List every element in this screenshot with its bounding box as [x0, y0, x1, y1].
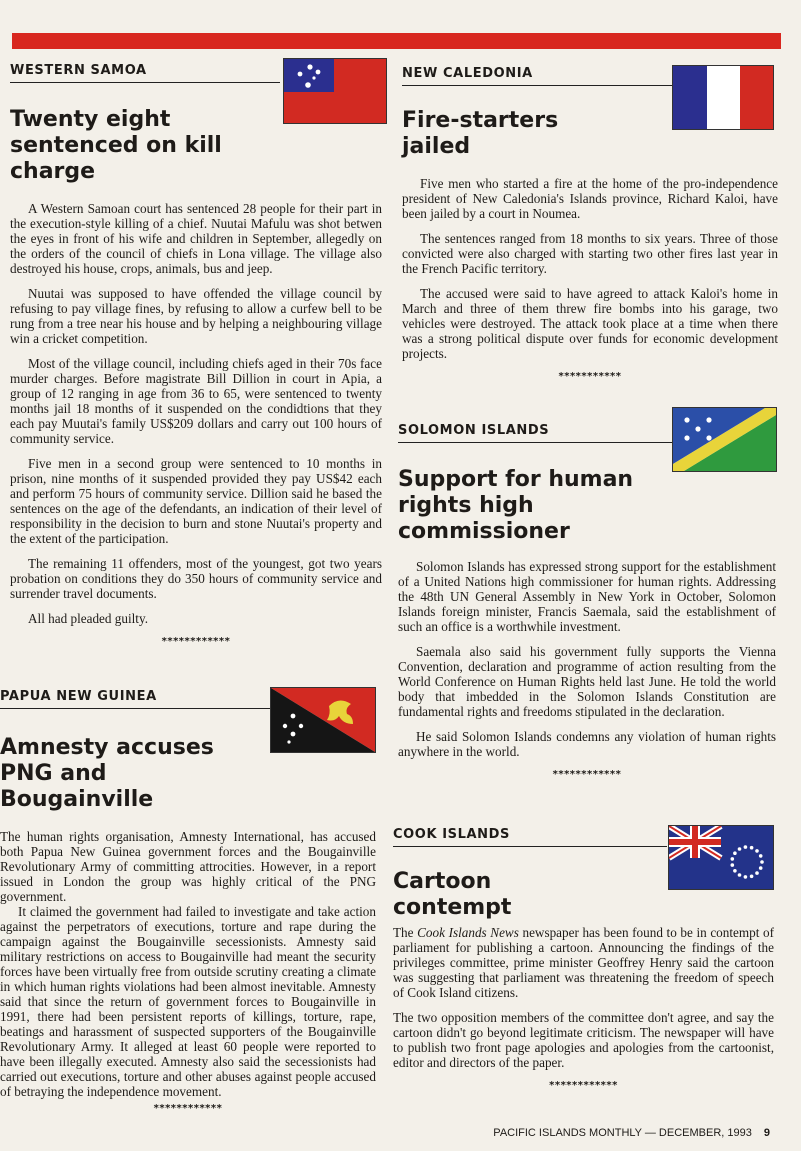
flag-star: [744, 845, 748, 849]
section-divider: [10, 82, 280, 83]
section-divider: [393, 846, 667, 847]
paragraph: The sentences ranged from 18 months to six years. Three of those convicted were also charged with starting two other fires last year in the French Pacific territory.: [402, 231, 778, 276]
flag-star: [750, 846, 754, 850]
article-body: [402, 176, 778, 361]
separator-stars: ************: [153, 1103, 223, 1114]
paragraph: Saemala also said his government fully supports the Vienna Convention, declaration and programme of action resulting from the World Conference on Human Rights held last June. He told the world body that imbedded in the Solomon Islands Constitution are fundamental rights and freedoms stipulated in the declaration.: [398, 644, 776, 719]
samoa-section: [10, 63, 382, 647]
page-number: 9: [763, 1127, 770, 1139]
section-label: COOK ISLANDS: [393, 827, 511, 842]
paragraph: The remaining 11 offenders, most of the youngest, got two years probation on conditions they do 350 hours of community service and surrender travel documents.: [10, 556, 382, 601]
paragraph: [393, 925, 774, 1000]
article-headline: Fire-starters jailed: [402, 108, 559, 159]
article-headline: Twenty eight sentenced on kill charge: [10, 107, 222, 184]
paragraph: Nuutai was supposed to have offended the village council by refusing to pay village fines, by refusing to allow a curfew bell to be rung from a tree near his house and by helping a neighbouring village win a cricket competition.: [10, 286, 382, 346]
paragraph: He said Solomon Islands condemns any violation of human rights anywhere in the world.: [398, 729, 776, 759]
text-run: The: [393, 925, 418, 940]
section-label: WESTERN SAMOA: [10, 63, 147, 78]
paragraph: The two opposition members of the committee don't agree, and say the cartoon didn't go beyond legitimate criticism. The newspaper will have to publish two front page apologies and apologies from the cartoonist, editor and directors of the paper.: [393, 1010, 774, 1070]
paragraph: A Western Samoan court has sentenced 28 people for their part in the execution-style killing of a chief. Nuutai Mafulu was shot betwen the eyes in front of his wife and children in September, allegedly on the orders of the council of chiefs in Lona village. The village also destroyed his house, crops, animals, bus and jeep.: [10, 201, 382, 276]
flag-star: [750, 875, 754, 879]
flag-star: [744, 875, 748, 879]
article-headline: Support for human rights high commissioner: [398, 467, 634, 544]
separator-stars: ************: [552, 769, 622, 780]
publication-name: Cook Islands News: [417, 925, 519, 940]
solomon-flag-image: [672, 407, 777, 472]
section-divider: [398, 442, 672, 443]
section-label: SOLOMON ISLANDS: [398, 423, 550, 438]
flag-star: [731, 857, 735, 861]
article-body: [0, 829, 376, 1099]
flag-star: [755, 849, 759, 853]
top-red-bar: [12, 33, 781, 49]
section-label: NEW CALEDONIA: [402, 66, 533, 81]
flag-star: [760, 860, 764, 864]
paragraph: Five men in a second group were sentenced to 10 months in prison, nine months of it suspended provided they pay US$42 each and perform 75 hours of community service. Dillion said he based the sentences on the age of the defendants, an indication of their level of responsibility in the decision to burn and stone Nuutai's property and the extent of the participation.: [10, 456, 382, 546]
flag-star: [733, 851, 737, 855]
page-footer: [470, 1127, 770, 1139]
paragraph: It claimed the government had failed to investigate and take action against the perpetrators of executions, torture and rape during the campaign against the Bougainville secessionists. Amnesty said military restrictions on access to Bougainville had meant the security forces have been virtually free from outside scrutiny creating a climate in which human rights violations had been almost inevitable. Amnesty said that since the return of government forces to Bougainville in 1991, there had been persistent reports of killings, torture, rape, beatings and harassment of suspected supporters of the Bougainville Revolutionary Army. It alleged at least 60 people were reported to have been illegally executed. Amnesty also said the secessionists had carried out executions, torture and other abuses against people accused of betraying the independence movement.: [0, 904, 376, 1099]
section-divider: [402, 85, 672, 86]
footer-publication: PACIFIC ISLANDS MONTHLY — DECEMBER, 1993: [493, 1127, 752, 1139]
article-body: [398, 559, 776, 759]
article-headline: Cartoon contempt: [393, 869, 512, 920]
paragraph: All had pleaded guilty.: [28, 611, 149, 626]
flag-star: [733, 869, 737, 873]
flag-star: [738, 873, 742, 877]
flag-star: [759, 854, 763, 858]
paragraph: Five men who started a fire at the home of the pro-independence president of New Caledonia's Islands province, Richard Kaloi, have been jailed by a court in Noumea.: [402, 176, 778, 221]
text-run: newspaper has been found to be in contempt of parliament for publishing a cartoon. Announcing the findings of the privileges committee, prime minister Geoffrey Henry said the cartoon was suggesting that parliament was threatening the freedom of speech of Cook Island citizens.: [393, 925, 774, 1000]
samoa-flag-image: [283, 58, 387, 124]
flag-star: [738, 847, 742, 851]
paragraph: Most of the village council, including chiefs aged in their 70s face murder charges. Before magistrate Bill Dillion in court in Apia, a group of 12 ranging in age from 36 to 65, were sentenced to twenty months jail 18 months of it suspended on the condidtions that they each pay Muutai's family US$209 dollars and carry out 100 hours of community service.: [10, 356, 382, 446]
flag-star: [755, 871, 759, 875]
png-flag-image: [270, 687, 376, 753]
separator-stars: ************: [549, 1080, 618, 1091]
paragraph: The accused were said to have agreed to attack Kaloi's home in March and three of them threw fire bombs into his garage, two vehicles were destroyed. The attack took place at a time when there was a strong political dispute over funds for economic development projects.: [402, 286, 778, 361]
flag-star: [759, 866, 763, 870]
article-headline: Amnesty accuses PNG and Bougainville: [0, 735, 214, 812]
paragraph: The human rights organisation, Amnesty International, has accused both Papua New Guinea government forces and the Bougainville Revolutionary Army of committing attrocities. However, in a report issued in London the group was highly critical of the PNG government.: [0, 829, 376, 904]
cook-islands-flag-image: [668, 825, 774, 890]
flag-star: [731, 863, 735, 867]
separator-stars: ************: [161, 636, 231, 647]
france-flag-image: [672, 65, 774, 130]
article-body: [393, 925, 774, 1070]
separator-stars: ***********: [558, 371, 622, 382]
article-body: [10, 201, 382, 626]
solomon-section: [398, 423, 776, 780]
section-divider: [0, 708, 270, 709]
paragraph: Solomon Islands has expressed strong support for the establishment of a United Nations high commissioner for human rights. Addressing the 48th UN General Assembly in New York in October, Solomon Islands foreign minister, Francis Saemala, said the establishment of such an office is a worthwhile investment.: [398, 559, 776, 634]
section-label: PAPUA NEW GUINEA: [0, 689, 157, 704]
